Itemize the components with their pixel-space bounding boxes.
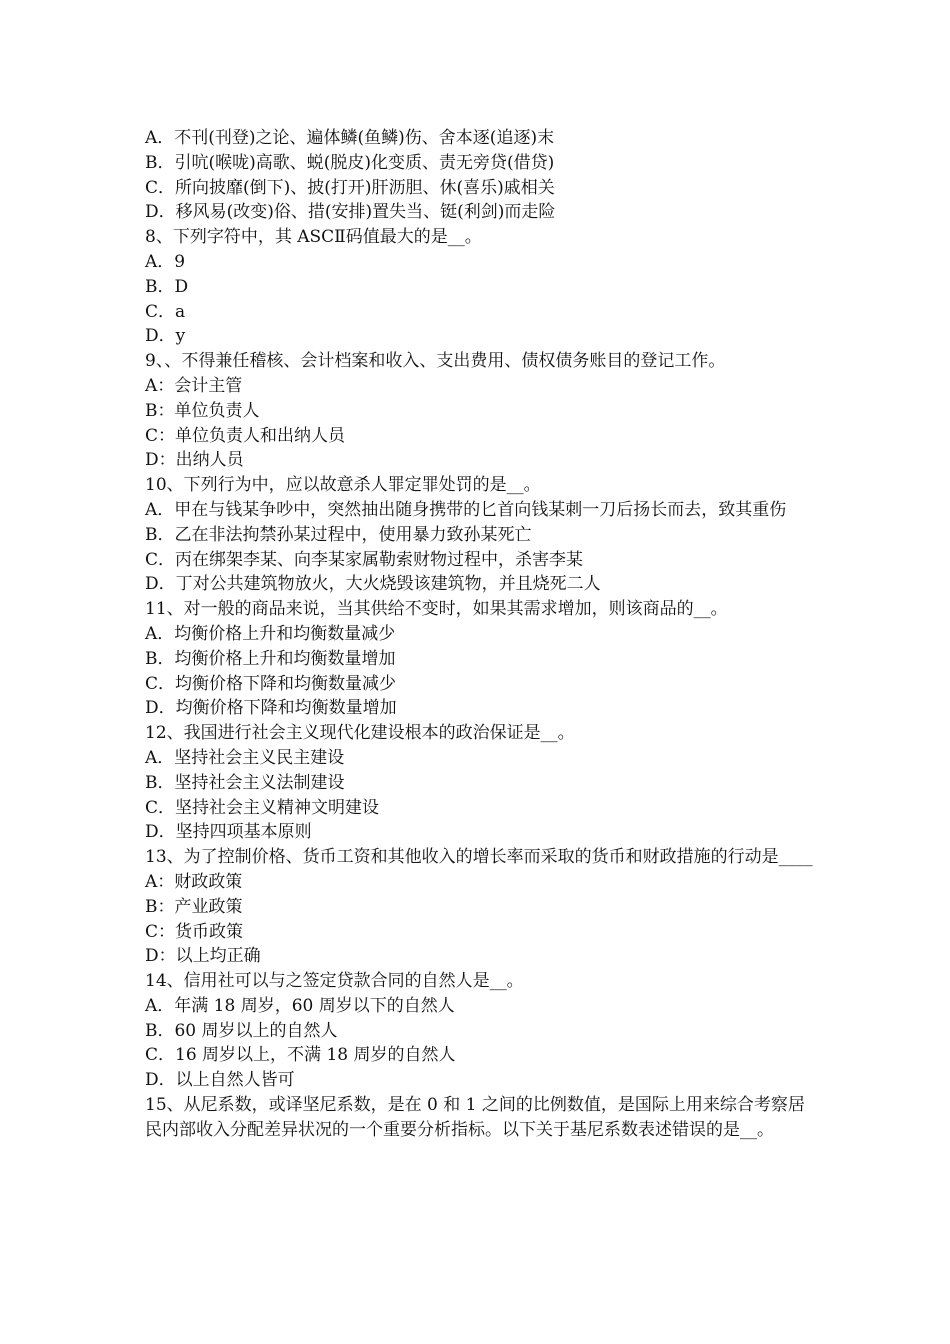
answer-option: D：以上均正确	[145, 946, 261, 967]
answer-option: B．乙在非法拘禁孙某过程中，使用暴力致孙某死亡	[145, 524, 532, 545]
question-stem: 10、下列行为中，应以故意杀人罪定罪处罚的是__。	[145, 475, 541, 496]
answer-option: D：出纳人员	[145, 450, 244, 471]
question-stem: 11、对一般的商品来说，当其供给不变时，如果其需求增加，则该商品的__。	[145, 599, 728, 620]
answer-option: A．年满 18 周岁，60 周岁以下的自然人	[145, 995, 455, 1016]
question-stem: 13、为了控制价格、货币工资和其他收入的增长率而采取的货币和财政措施的行动是____	[145, 847, 813, 868]
answer-option: C：单位负责人和出纳人员	[145, 425, 346, 446]
question-stem: 8、下列字符中，其 ASCⅡ码值最大的是__。	[145, 227, 482, 248]
answer-option: A．甲在与钱某争吵中，突然抽出随身携带的匕首向钱某刺一刀后扬长而去，致其重伤	[145, 499, 787, 520]
answer-option: D．丁对公共建筑物放火，大火烧毁该建筑物，并且烧死二人	[145, 574, 601, 595]
question-stem: 9、、不得兼任稽核、会计档案和收入、支出费用、债权债务账目的登记工作。	[145, 351, 726, 372]
question-stem: 15、从尼系数，或译坚尼系数，是在 0 和 1 之间的比例数值，是国际上用来综合考察居民内部收入分配差异状况的一个重要分析指标。以下关于基尼系数表述错误的是__。	[145, 1095, 805, 1140]
answer-option: B．60 周岁以上的自然人	[145, 1020, 338, 1041]
answer-option: B．坚持社会主义法制建设	[145, 772, 345, 793]
answer-option: C．所向披靡(倒下)、披(打开)肝沥胆、休(喜乐)戚相关	[145, 177, 555, 198]
answer-option: D．以上自然人皆可	[145, 1070, 295, 1091]
answer-option: C．16 周岁以上，不满 18 周岁的自然人	[145, 1045, 456, 1066]
answer-option: B．D	[145, 276, 189, 297]
answer-option: A：财政政策	[145, 871, 243, 892]
answer-option: C．丙在绑架李某、向李某家属勒索财物过程中，杀害李某	[145, 549, 584, 570]
exam-text-body	[145, 126, 813, 1143]
question-stem: 12、我国进行社会主义现代化建设根本的政治保证是__。	[145, 723, 575, 744]
answer-option: C．坚持社会主义精神文明建设	[145, 797, 380, 818]
answer-option: B：产业政策	[145, 896, 243, 917]
answer-option: C：货币政策	[145, 921, 244, 942]
answer-option: D．坚持四项基本原则	[145, 822, 312, 843]
answer-option: D．均衡价格下降和均衡数量增加	[145, 698, 397, 719]
answer-option: A．不刊(刊登)之论、遍体鳞(鱼鳞)伤、舍本逐(追逐)末	[145, 128, 555, 148]
answer-option: B．引吭(喉咙)高歌、蜕(脱皮)化变质、责无旁贷(借贷)	[145, 152, 555, 173]
answer-option: C．a	[145, 301, 186, 322]
answer-option: D．移风易(改变)俗、措(安排)置失当、铤(利剑)而走险	[145, 202, 556, 223]
question-stem: 14、信用社可以与之签定贷款合同的自然人是__。	[145, 971, 524, 992]
answer-option: B：单位负责人	[145, 400, 260, 421]
answer-option: C．均衡价格下降和均衡数量减少	[145, 673, 397, 694]
answer-option: A：会计主管	[145, 375, 243, 396]
answer-option: A．9	[145, 251, 186, 272]
answer-option: A．坚持社会主义民主建设	[145, 747, 345, 768]
answer-option: B．均衡价格上升和均衡数量增加	[145, 648, 396, 669]
answer-option: A．均衡价格上升和均衡数量减少	[145, 623, 396, 644]
answer-option: D．y	[145, 326, 186, 347]
